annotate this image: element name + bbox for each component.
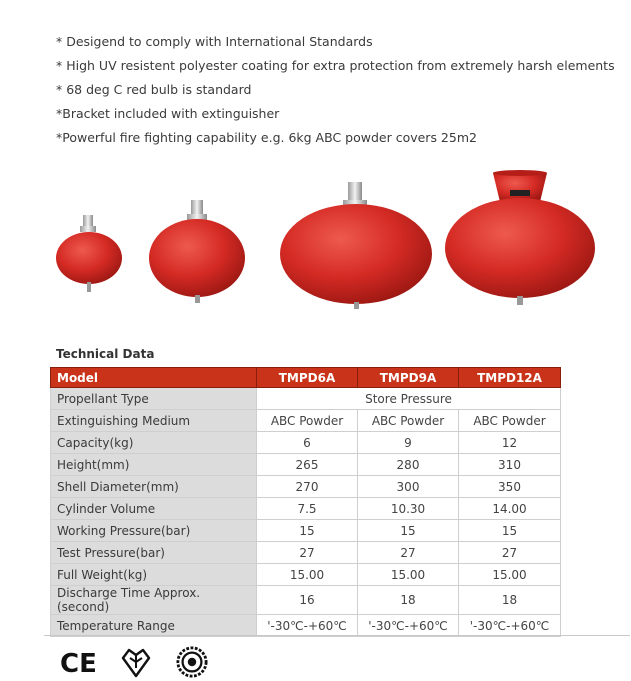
table-row [51,388,561,410]
kitemark-icon [120,646,152,678]
table-cell: 15 [358,520,459,542]
table-row [51,432,561,454]
table-cell: 280 [358,454,459,476]
extinguisher-tmpd12a-image [445,170,595,305]
table-cell: 14.00 [459,498,561,520]
table-cell: 27 [257,542,358,564]
section-title: Technical Data [56,347,155,361]
table-row [51,498,561,520]
table-row [51,520,561,542]
table-row [51,542,561,564]
table-cell: 350 [459,476,561,498]
table-cell: ABC Powder [257,410,358,432]
table-cell: 15 [257,520,358,542]
table-cell: 16 [257,586,358,615]
row-label: Propellant Type [51,388,257,410]
table-header-row [51,368,561,388]
row-label: Capacity(kg) [51,432,257,454]
table-cell: '-30℃-+60℃ [459,615,561,637]
table-cell: 265 [257,454,358,476]
table-cell: 300 [358,476,459,498]
ce-mark-icon [58,646,98,678]
table-row [51,564,561,586]
column-header: Model [51,368,257,388]
divider [44,635,630,636]
row-label: Working Pressure(bar) [51,520,257,542]
table-cell: 27 [459,542,561,564]
table-cell: 310 [459,454,561,476]
table-cell: 10.30 [358,498,459,520]
table-cell: 15.00 [358,564,459,586]
feature-item: *Powerful fire fighting capability e.g. 6kg ABC powder covers 25m2 [56,130,477,145]
target-seal-icon [175,646,209,678]
row-label: Test Pressure(bar) [51,542,257,564]
table-cell: 7.5 [257,498,358,520]
extinguisher-small-image [56,215,122,292]
table-row [51,476,561,498]
table-cell: 9 [358,432,459,454]
table-cell: '-30℃-+60℃ [257,615,358,637]
row-label: Full Weight(kg) [51,564,257,586]
extinguisher-tmpd6a-image [149,200,245,303]
row-label: Extinguishing Medium [51,410,257,432]
table-cell: 18 [459,586,561,615]
table-cell: 270 [257,476,358,498]
table-cell: 12 [459,432,561,454]
table-row [51,586,561,615]
table-cell: ABC Powder [459,410,561,432]
table-cell: 15.00 [257,564,358,586]
column-header: TMPD12A [459,368,561,388]
feature-item: *Bracket included with extinguisher [56,106,280,121]
feature-list [56,30,615,150]
table-cell: 18 [358,586,459,615]
table-row [51,410,561,432]
row-label: Discharge Time Approx.(second) [51,586,257,615]
table-cell: 6 [257,432,358,454]
table-cell: '-30℃-+60℃ [358,615,459,637]
technical-data-table [50,367,561,637]
extinguisher-tmpd9a-image [280,182,432,309]
product-images [0,170,631,310]
table-row [51,615,561,637]
feature-item: * 68 deg C red bulb is standard [56,82,252,97]
feature-item: * Desigend to comply with International Standards [56,34,373,49]
table-cell: ABC Powder [358,410,459,432]
feature-item: * High UV resistent polyester coating for extra protection from extremely harsh elements [56,58,615,73]
table-cell: 27 [358,542,459,564]
row-label: Temperature Range [51,615,257,637]
row-label: Shell Diameter(mm) [51,476,257,498]
table-cell: Store Pressure [257,388,561,410]
table-cell: 15.00 [459,564,561,586]
table-row [51,454,561,476]
ce-mark-text: CE [60,649,97,678]
row-label: Cylinder Volume [51,498,257,520]
column-header: TMPD6A [257,368,358,388]
table-cell: 15 [459,520,561,542]
column-header: TMPD9A [358,368,459,388]
row-label: Height(mm) [51,454,257,476]
